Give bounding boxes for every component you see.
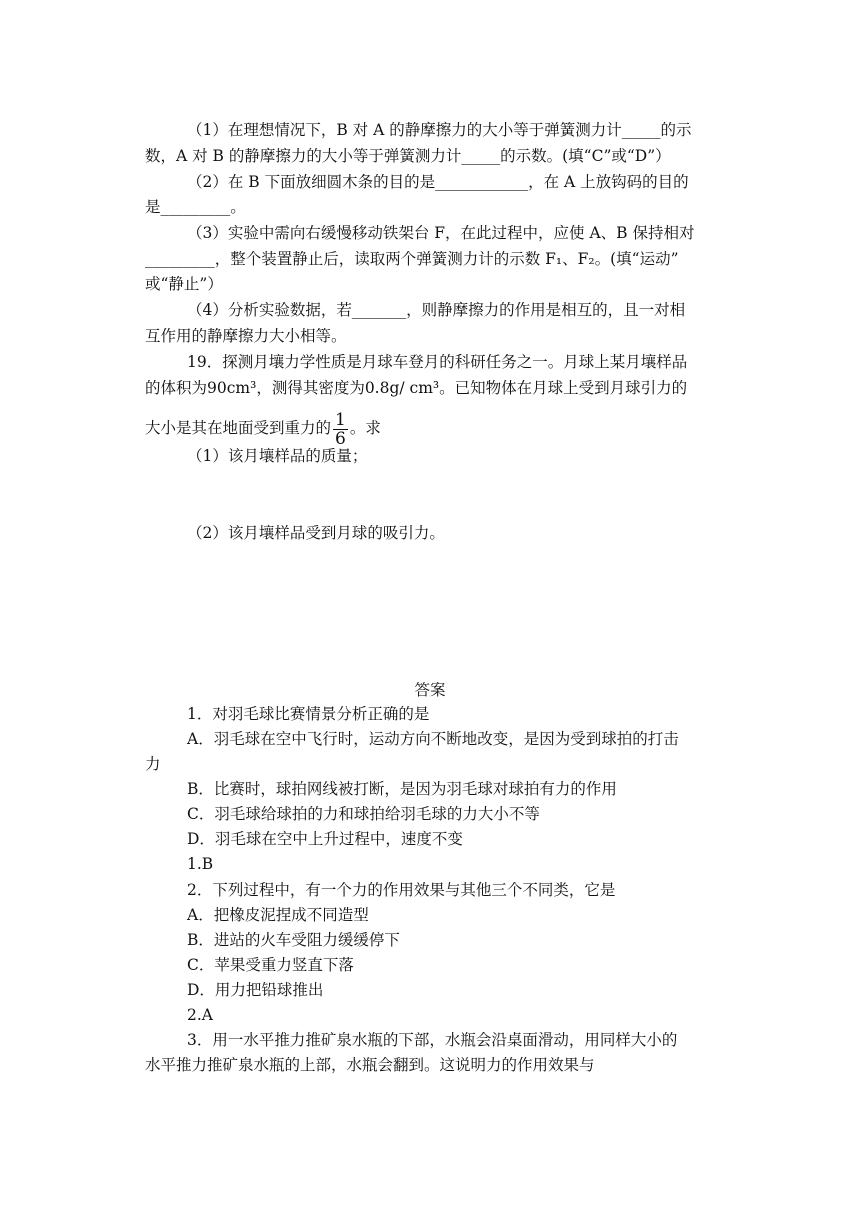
answer-q1-option-d: D．羽毛球在空中上升过程中，速度不变 xyxy=(187,830,463,848)
answer-q1-option-a-line2: 力 xyxy=(145,755,161,773)
answer-q2-option-d: D．用力把铅球推出 xyxy=(187,981,324,999)
q19-line1: 19．探测月壤力学性质是月球车登月的科研任务之一。月球上某月壤样品 xyxy=(187,353,688,371)
answer-q2: 2．下列过程中，有一个力的作用效果与其他三个不同类，它是 xyxy=(187,881,616,899)
q18-part3-line2: _________，整个装置静止后，读取两个弹簧测力计的示数 F₁、F₂。(填“运动” xyxy=(145,250,679,268)
answer-q3-line1: 3．用一水平推力推矿泉水瓶的下部，水瓶会沿桌面滑动，用同样大小的 xyxy=(187,1031,678,1049)
q19-line2: 的体积为90cm³，测得其密度为0.8g/ cm³。已知物体在月球上受到月球引力的 xyxy=(145,379,688,397)
fraction-denominator: 6 xyxy=(335,428,346,449)
q18-part3-line1: （3）实验中需向右缓慢移动铁架台 F，在此过程中，应使 A、B 保持相对 xyxy=(187,224,695,242)
answer-q1-option-b: B．比赛时，球拍网线被打断，是因为羽毛球对球拍有力的作用 xyxy=(187,780,617,798)
answer-q2-key: 2.A xyxy=(187,1006,213,1024)
answer-q1: 1．对羽毛球比赛情景分析正确的是 xyxy=(187,705,430,723)
q19-line3 xyxy=(145,406,381,450)
q19-line3-text: 大小是其在地面受到重力的 xyxy=(145,419,332,437)
q19-sub2: （2）该月壤样品受到月球的吸引力。 xyxy=(187,524,445,542)
answer-q1-option-a-line1: A．羽毛球在空中飞行时，运动方向不断地改变，是因为受到球拍的打击 xyxy=(187,730,679,748)
q18-part2-line1: （2）在 B 下面放细圆木条的目的是____________，在 A 上放钩码的目的 xyxy=(187,173,689,191)
answer-q2-option-a: A．把橡皮泥捏成不同造型 xyxy=(187,906,369,924)
q18-part1-line1: （1）在理想情况下，B 对 A 的静摩擦力的大小等于弹簧测力计_____的示 xyxy=(187,121,692,139)
q18-part3-line3: 或“静止”） xyxy=(145,275,223,293)
q18-part2-line2: 是_________。 xyxy=(145,198,246,216)
q18-part1-line2: 数，A 对 B 的静摩擦力的大小等于弹簧测力计_____的示数。(填“C”或“D”） xyxy=(145,147,671,165)
q18-part4-line2: 互作用的静摩擦力大小相等。 xyxy=(145,327,347,345)
answers-title: 答案 xyxy=(414,681,446,699)
answer-q2-option-b: B．进站的火车受阻力缓缓停下 xyxy=(187,931,400,949)
answer-q1-option-c: C．羽毛球给球拍的力和球拍给羽毛球的力大小不等 xyxy=(187,805,540,823)
answer-q3-line2: 水平推力推矿泉水瓶的上部，水瓶会翻到。这说明力的作用效果与 xyxy=(145,1056,595,1074)
fraction-numerator: 1 xyxy=(335,409,346,430)
answer-q1-key: 1.B xyxy=(187,855,214,873)
answer-q2-option-c: C．苹果受重力竖直下落 xyxy=(187,956,354,974)
q19-sub1: （1）该月壤样品的质量； xyxy=(187,447,368,465)
q18-part4-line1: （4）分析实验数据，若_______，则静摩擦力的作用是相互的，且一对相 xyxy=(187,301,686,319)
fraction xyxy=(333,411,348,448)
q19-line3-end: 。求 xyxy=(349,419,381,437)
